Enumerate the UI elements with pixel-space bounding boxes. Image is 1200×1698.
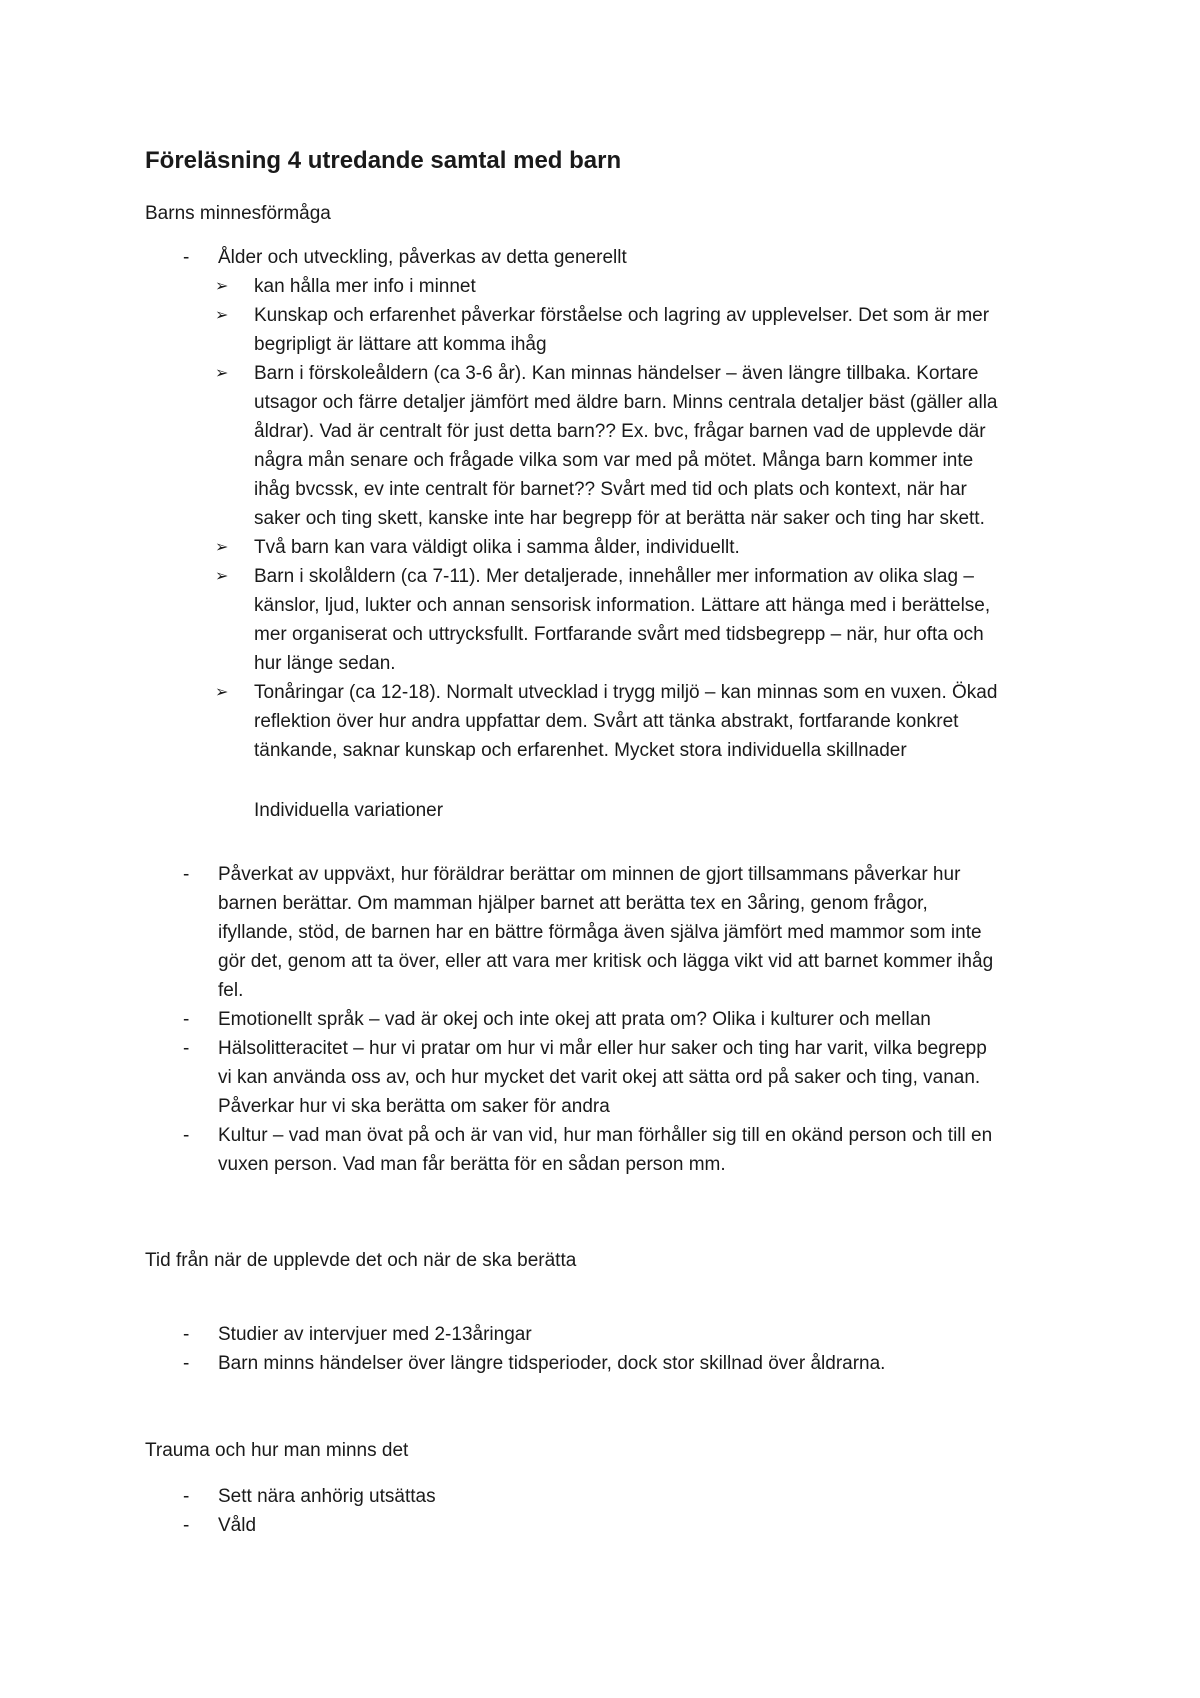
bullet-line	[0, 1349, 1200, 1378]
sub-bullet-line	[0, 620, 1200, 649]
bullet-text: Ålder och utveckling, påverkas av detta generellt	[218, 247, 627, 268]
bullet-line	[0, 1092, 1200, 1121]
arrow-bullet-icon: ➢	[215, 539, 229, 556]
subheading-individual-variations: Individuella variationer	[254, 800, 444, 821]
sub-bullet-line	[0, 562, 1200, 591]
sub-bullet-line	[0, 475, 1200, 504]
bullet-line	[0, 1482, 1200, 1511]
bullet-line	[0, 976, 1200, 1005]
bullet-text: utsagor och färre detaljer jämfört med äldre barn. Minns centrala detaljer bäst (gäller alla	[254, 392, 998, 413]
bullet-line	[0, 1150, 1200, 1179]
bullet-line	[0, 889, 1200, 918]
sub-bullet-line	[0, 649, 1200, 678]
dash-bullet-icon: -	[183, 1515, 190, 1536]
sub-bullet-line	[0, 736, 1200, 765]
dash-bullet-icon: -	[183, 1353, 190, 1374]
bullet-line	[0, 1320, 1200, 1349]
page-title: Föreläsning 4 utredande samtal med barn	[145, 147, 622, 174]
bullet-line	[0, 1063, 1200, 1092]
memory-bullet-list	[0, 243, 1200, 765]
bullet-text: hur länge sedan.	[254, 653, 396, 674]
section-heading-trauma: Trauma och hur man minns det	[145, 1440, 409, 1461]
bullet-text: Barn i skolåldern (ca 7-11). Mer detaljerade, innehåller mer information av olika slag –	[254, 566, 974, 587]
section-heading-time: Tid från när de upplevde det och när de ska berätta	[145, 1250, 577, 1271]
sub-bullet-line	[0, 591, 1200, 620]
bullet-text: vuxen person. Vad man får berätta för en sådan person mm.	[218, 1154, 726, 1175]
bullet-text: Påverkat av uppväxt, hur föräldrar berättar om minnen de gjort tillsammans påverkar hur	[218, 864, 961, 885]
sub-bullet-line	[0, 446, 1200, 475]
dash-bullet-icon: -	[183, 1038, 190, 1059]
sub-bullet-line	[0, 359, 1200, 388]
bullet-text: Tonåringar (ca 12-18). Normalt utvecklad i trygg miljö – kan minnas som en vuxen. Ökad	[254, 682, 998, 703]
bullet-line	[0, 947, 1200, 976]
variation-bullet-list	[0, 860, 1200, 1179]
dash-bullet-icon: -	[183, 1324, 190, 1345]
sub-bullet-line	[0, 504, 1200, 533]
bullet-line	[0, 243, 1200, 272]
bullet-text: Kunskap och erfarenhet påverkar förståelse och lagring av upplevelser. Det som är mer	[254, 305, 990, 326]
bullet-text: Emotionellt språk – vad är okej och inte okej att prata om? Olika i kulturer och mellan	[218, 1009, 931, 1030]
bullet-text: känslor, ljud, lukter och annan sensorisk information. Lättare att hänga med i berättelse,	[254, 595, 991, 616]
sub-bullet-line	[0, 417, 1200, 446]
bullet-text: saker och ting skett, kanske inte har begrepp för at berätta när saker och ting har skett.	[254, 508, 985, 529]
bullet-text: Sett nära anhörig utsättas	[218, 1486, 436, 1507]
bullet-text: fel.	[218, 980, 244, 1001]
sub-bullet-line	[0, 533, 1200, 562]
arrow-bullet-icon: ➢	[215, 568, 229, 585]
bullet-line	[0, 1511, 1200, 1540]
bullet-text: Kultur – vad man övat på och är van vid, hur man förhåller sig till en okänd person och till en	[218, 1125, 993, 1146]
bullet-text: tänkande, saknar kunskap och erfarenhet. Mycket stora individuella skillnader	[254, 740, 907, 761]
dash-bullet-icon: -	[183, 1486, 190, 1507]
sub-bullet-line	[0, 707, 1200, 736]
bullet-text: ihåg bvcssk, ev inte centralt för barnet?? Svårt med tid och plats och kontext, när har	[254, 479, 967, 500]
arrow-bullet-icon: ➢	[215, 365, 229, 382]
bullet-line	[0, 1005, 1200, 1034]
arrow-bullet-icon: ➢	[215, 684, 229, 701]
dash-bullet-icon: -	[183, 864, 190, 885]
sub-bullet-line	[0, 330, 1200, 359]
bullet-text: Studier av intervjuer med 2-13åringar	[218, 1324, 532, 1345]
section-heading-memory: Barns minnesförmåga	[145, 203, 331, 224]
bullet-text: Våld	[218, 1515, 257, 1536]
bullet-text: kan hålla mer info i minnet	[254, 276, 476, 297]
sub-bullet-line	[0, 272, 1200, 301]
bullet-line	[0, 860, 1200, 889]
dash-bullet-icon: -	[183, 1125, 190, 1146]
bullet-text: några mån senare och frågade vilka som var med på mötet. Många barn kommer inte	[254, 450, 974, 471]
bullet-text: Barn minns händelser över längre tidsperioder, dock stor skillnad över åldrarna.	[218, 1353, 886, 1374]
bullet-text: reflektion över hur andra uppfattar dem. Svårt att tänka abstrakt, fortfarande konkret	[254, 711, 959, 732]
bullet-text: gör det, genom att ta över, eller att vara mer kritisk och lägga vikt vid att barnet kommer ihåg	[218, 951, 994, 972]
trauma-bullet-list	[0, 1482, 1200, 1540]
bullet-line	[0, 1034, 1200, 1063]
bullet-text: åldrar). Vad är centralt för just detta barn?? Ex. bvc, frågar barnen vad de upplevde där	[254, 421, 986, 442]
sub-bullet-line	[0, 678, 1200, 707]
bullet-line	[0, 1121, 1200, 1150]
bullet-text: Två barn kan vara väldigt olika i samma ålder, individuellt.	[254, 537, 740, 558]
arrow-bullet-icon: ➢	[215, 278, 229, 295]
dash-bullet-icon: -	[183, 247, 190, 268]
bullet-text: vi kan använda oss av, och hur mycket det varit okej att sätta ord på saker och ting, vanan.	[218, 1067, 981, 1088]
sub-bullet-line	[0, 301, 1200, 330]
bullet-text: ifyllande, stöd, de barnen har en bättre förmåga även själva jämfört med mammor som inte	[218, 922, 982, 943]
time-bullet-list	[0, 1320, 1200, 1378]
dash-bullet-icon: -	[183, 1009, 190, 1030]
bullet-text: Barn i förskoleåldern (ca 3-6 år). Kan minnas händelser – även längre tillbaka. Kortare	[254, 363, 979, 384]
bullet-text: Hälsolitteracitet – hur vi pratar om hur vi mår eller hur saker och ting har varit, vilka begrepp	[218, 1038, 987, 1059]
sub-bullet-line	[0, 388, 1200, 417]
bullet-text: barnen berättar. Om mamman hjälper barnet att berätta tex en 3åring, genom frågor,	[218, 893, 928, 914]
bullet-text: mer organiserat och uttrycksfullt. Fortfarande svårt med tidsbegrepp – när, hur ofta och	[254, 624, 984, 645]
bullet-line	[0, 918, 1200, 947]
arrow-bullet-icon: ➢	[215, 307, 229, 324]
bullet-text: Påverkar hur vi ska berätta om saker för andra	[218, 1096, 610, 1117]
bullet-text: begripligt är lättare att komma ihåg	[254, 334, 547, 355]
